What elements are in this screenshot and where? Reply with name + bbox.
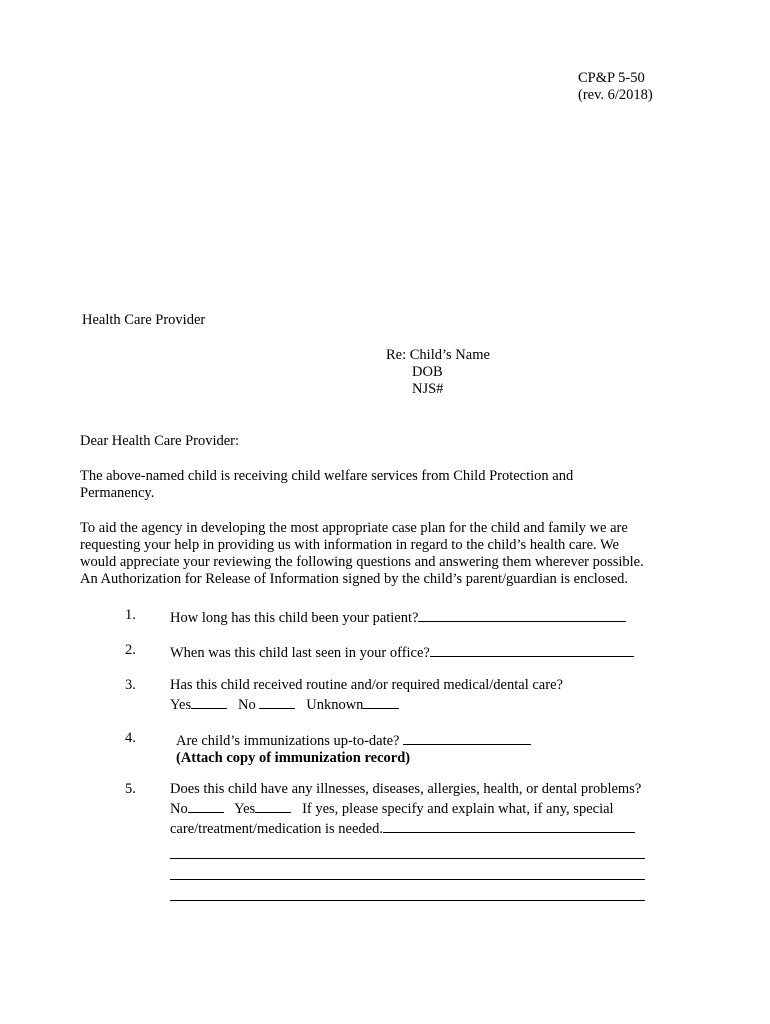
question-5-text: Does this child have any illnesses, diseases, allergies, health, or dental problems? xyxy=(170,781,642,797)
specify-instruction: If yes, please specify and explain what, if any, special xyxy=(302,801,614,817)
question-number: 1. xyxy=(125,607,136,623)
paragraph-line: requesting your help in providing us with information in regard to the child’s health care. We xyxy=(80,537,619,553)
form-revision: (rev. 6/2018) xyxy=(578,87,653,103)
answer-blank-patient-duration[interactable] xyxy=(418,607,626,622)
intro-paragraph xyxy=(80,468,680,502)
paragraph-line: An Authorization for Release of Information signed by the child’s parent/guardian is enclosed. xyxy=(80,571,629,587)
question-number: 3. xyxy=(125,677,136,693)
question-3-options xyxy=(170,694,563,714)
immunization-note: (Attach copy of immunization record) xyxy=(176,750,411,766)
paragraph-line: Permanency. xyxy=(80,485,155,501)
answer-line[interactable] xyxy=(170,880,645,901)
re-childs-name: Re: Child’s Name xyxy=(386,347,490,363)
paragraph-line: To aid the agency in developing the most appropriate case plan for the child and family we are xyxy=(80,520,628,536)
question-5-options xyxy=(170,798,645,818)
question-2-text: When was this child last seen in your office? xyxy=(170,645,430,661)
question-3-text: Has this child received routine and/or required medical/dental care? xyxy=(170,677,563,693)
re-dob: DOB xyxy=(412,364,443,380)
answer-blank-care-needed[interactable] xyxy=(383,818,635,833)
salutation: Dear Health Care Provider: xyxy=(80,433,240,449)
blank-yes[interactable] xyxy=(255,798,291,813)
question-text xyxy=(170,607,626,627)
form-number: CP&P 5-50 xyxy=(578,70,645,86)
option-unknown-label: Unknown xyxy=(306,697,364,713)
answer-line[interactable] xyxy=(170,838,645,859)
blank-no[interactable] xyxy=(259,694,295,709)
question-number: 4. xyxy=(125,730,136,746)
answer-blank-last-seen[interactable] xyxy=(430,642,634,657)
paragraph-line: would appreciate your reviewing the following questions and answering them wherever possible. xyxy=(80,554,644,570)
form-code-block xyxy=(578,70,653,104)
blank-unknown[interactable] xyxy=(363,694,399,709)
request-paragraph xyxy=(80,520,680,588)
question-text xyxy=(170,677,563,714)
question-1-text: How long has this child been your patient? xyxy=(170,610,419,626)
re-njs: NJS# xyxy=(412,381,444,397)
blank-no[interactable] xyxy=(188,798,224,813)
answer-blank-immunizations[interactable] xyxy=(403,730,531,745)
option-no-label: No xyxy=(170,801,188,817)
blank-yes[interactable] xyxy=(191,694,227,709)
question-number: 2. xyxy=(125,642,136,658)
option-yes-label: Yes xyxy=(170,697,192,713)
re-block xyxy=(386,347,490,398)
answer-line[interactable] xyxy=(170,859,645,880)
option-no-label: No xyxy=(237,697,256,713)
question-text xyxy=(170,642,634,662)
specify-instruction-cont: care/treatment/medication is needed. xyxy=(170,821,383,837)
paragraph-line: The above-named child is receiving child welfare services from Child Protection and xyxy=(80,468,574,484)
question-4-text: Are child’s immunizations up-to-date? xyxy=(176,733,400,749)
recipient-line: Health Care Provider xyxy=(82,312,206,328)
question-text xyxy=(170,781,645,901)
question-number: 5. xyxy=(125,781,136,797)
option-yes-label: Yes xyxy=(234,801,256,817)
question-text xyxy=(176,730,531,767)
